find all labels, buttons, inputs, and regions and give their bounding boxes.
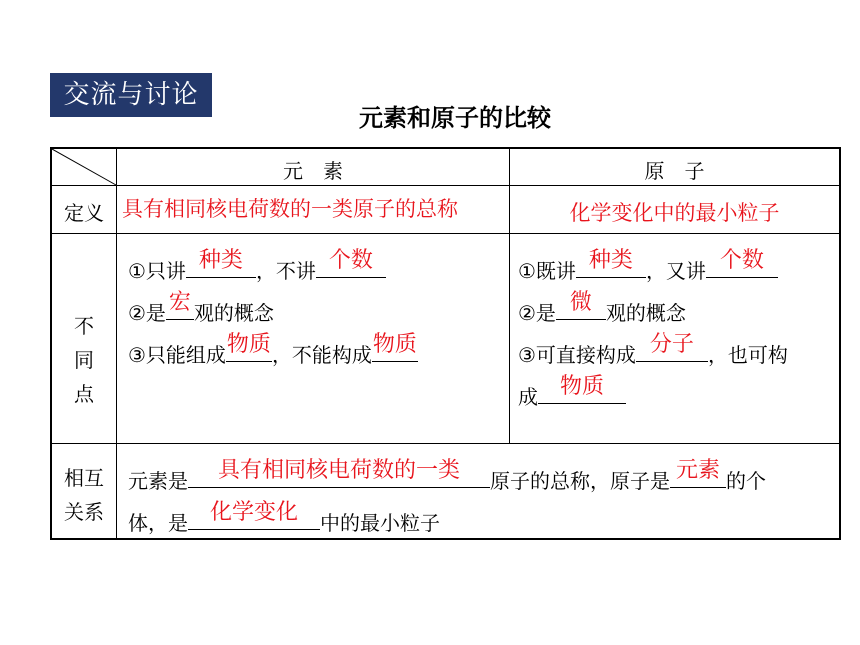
text: 原子的总称，原子是 — [490, 469, 670, 493]
text: ，又讲 — [645, 259, 706, 283]
answer-blank — [188, 500, 320, 530]
answer: 物质 — [559, 374, 604, 399]
definition-atom: 化学变化中的最小粒子 — [569, 201, 780, 225]
answer-blank — [186, 248, 256, 278]
row-divider-2 — [52, 233, 839, 234]
answer: 个数 — [719, 248, 764, 273]
row-divider-1 — [52, 185, 839, 186]
answer: 种类 — [198, 248, 243, 273]
header-element: 元 素 — [283, 159, 343, 183]
comparison-table — [50, 147, 841, 540]
answer-blank — [316, 248, 386, 278]
answer: 物质 — [226, 332, 271, 357]
header-diagonal — [52, 149, 117, 186]
answer-blank — [188, 458, 490, 488]
row-divider-3 — [52, 443, 839, 444]
text: 观的概念 — [605, 301, 686, 325]
text: 观的概念 — [193, 301, 274, 325]
text: 中的最小粒子 — [320, 511, 440, 535]
page-title: 元素和原子的比较 — [359, 104, 551, 132]
answer: 具有相同核电荷数的一类 — [217, 458, 460, 483]
text: ②是 — [518, 301, 556, 325]
relation-line-2 — [128, 500, 440, 536]
text: 的个 — [726, 469, 766, 493]
atom-diff-line-4 — [518, 374, 626, 410]
definition-element: 具有相同核电荷数的一类原子的总称 — [122, 197, 458, 221]
answer-blank — [372, 332, 418, 362]
discussion-badge: 交流与讨论 — [50, 73, 212, 117]
label-char: 点 — [74, 382, 94, 406]
row-label-definition: 定义 — [64, 201, 104, 225]
text: ，不能构成 — [271, 343, 372, 367]
element-diff-line-3 — [128, 332, 418, 368]
answer: 元素 — [675, 458, 720, 483]
answer-blank — [226, 332, 272, 362]
text: ①既讲 — [518, 259, 576, 283]
element-diff-line-2 — [128, 290, 274, 326]
answer-blank — [538, 374, 626, 404]
row-label-difference — [52, 309, 116, 411]
answer-blank — [556, 290, 606, 320]
text: ①只讲 — [128, 259, 186, 283]
answer: 化学变化 — [209, 500, 298, 525]
answer-blank — [636, 332, 708, 362]
col-divider-2 — [509, 149, 510, 443]
answer: 种类 — [588, 248, 633, 273]
text: 成 — [518, 385, 538, 409]
text: 元素是 — [128, 469, 188, 493]
answer-blank — [670, 458, 726, 488]
answer-blank — [576, 248, 646, 278]
answer: 物质 — [372, 332, 417, 357]
relation-line-1 — [128, 458, 766, 494]
answer: 宏 — [168, 290, 191, 315]
answer-blank — [166, 290, 194, 320]
header-atom: 原 子 — [644, 159, 705, 183]
atom-diff-line-1 — [518, 248, 778, 284]
label-line: 相互 — [64, 466, 104, 490]
answer: 个数 — [328, 248, 373, 273]
label-char: 不 — [74, 314, 94, 338]
text: ，也可构 — [707, 343, 788, 367]
answer: 分子 — [649, 332, 694, 357]
element-diff-line-1 — [128, 248, 386, 284]
answer-blank — [706, 248, 778, 278]
text: ③只能组成 — [128, 343, 226, 367]
row-label-relation — [52, 461, 116, 529]
text: ②是 — [128, 301, 166, 325]
label-line: 关系 — [64, 500, 104, 524]
text: 体，是 — [128, 511, 188, 535]
answer: 微 — [569, 290, 592, 315]
text: ③可直接构成 — [518, 343, 636, 367]
atom-diff-line-3 — [518, 332, 788, 368]
col-divider-1 — [116, 149, 117, 538]
label-char: 同 — [74, 348, 94, 372]
atom-diff-line-2 — [518, 290, 686, 326]
text: ，不讲 — [255, 259, 316, 283]
